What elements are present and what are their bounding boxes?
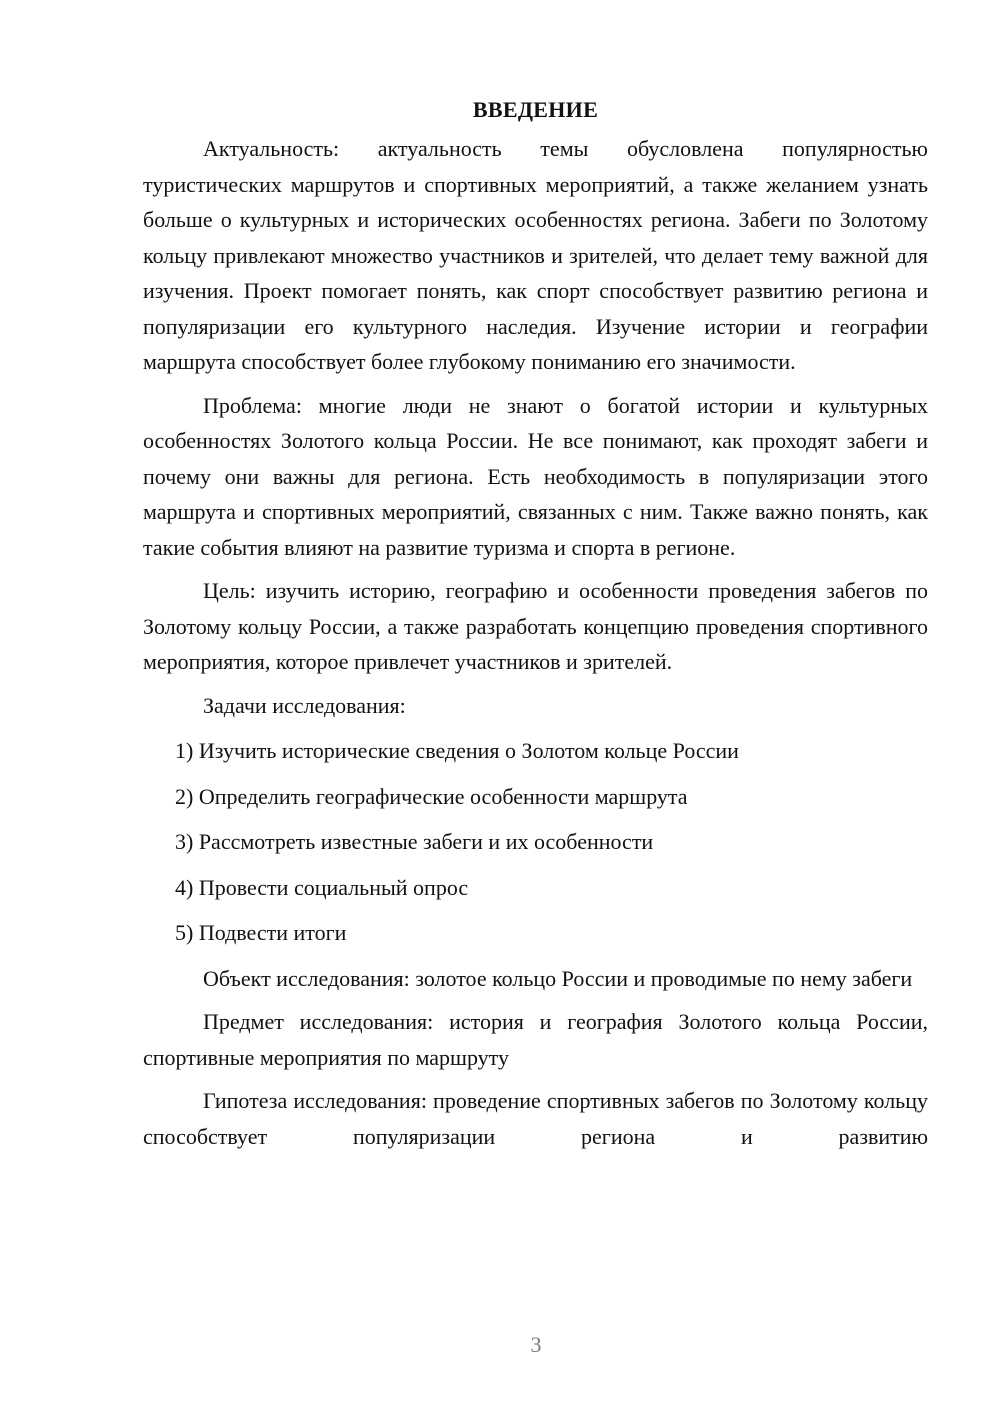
tasks-list — [143, 733, 928, 951]
goal-paragraph: Цель: изучить историю, географию и особенности проведения забегов по Золотому кольцу России, а также разработать концепцию проведения спортивного мероприятия, которое привлечет участников и зрителей. — [143, 578, 928, 674]
subject-paragraph: Предмет исследования: история и география Золотого кольца России, спортивные мероприятия по маршруту — [143, 1009, 928, 1070]
object-paragraph: Объект исследования: золотое кольцо России и проводимые по нему забеги — [203, 965, 913, 991]
tasks-heading: Задачи исследования: — [203, 692, 406, 718]
page-body — [143, 92, 928, 1154]
task-item: 1) Изучить исторические сведения о Золотом кольце России — [175, 738, 739, 763]
hypothesis-paragraph: Гипотеза исследования: проведение спортивных забегов по Золотому кольцу способствует популяризации региона и развитию — [143, 1088, 928, 1149]
task-item: 5) Подвести итоги — [175, 920, 347, 945]
section-title: ВВЕДЕНИЕ — [472, 97, 599, 122]
page-number: 3 — [530, 1332, 542, 1357]
relevance-paragraph: Актуальность: актуальность темы обусловлена популярностью туристических маршрутов и спортивных мероприятий, а также желанием узнать больше о культурных и исторических особенностях региона. Забеги по Золотому кольцу привлекают множество участников и зрителей, что делает тему важной для изучения. Проект помогает понять, как спорт способствует развитию региона и популяризации его культурного наследия. Изучение истории и географии маршрута способствует более глубокому пониманию его значимости. — [143, 136, 928, 374]
task-item: 3) Рассмотреть известные забеги и их особенности — [175, 829, 654, 854]
problem-paragraph: Проблема: многие люди не знают о богатой истории и культурных особенностях Золотого кольца России. Не все понимают, как проходят забеги и почему они важны для региона. Есть необходимость в популяризации этого маршрута и спортивных мероприятий, связанных с ним. Также важно понять, как такие события влияют на развитие туризма и спорта в регионе. — [143, 392, 928, 560]
task-item: 2) Определить географические особенности маршрута — [175, 783, 688, 809]
task-item: 4) Провести социальный опрос — [175, 874, 469, 900]
